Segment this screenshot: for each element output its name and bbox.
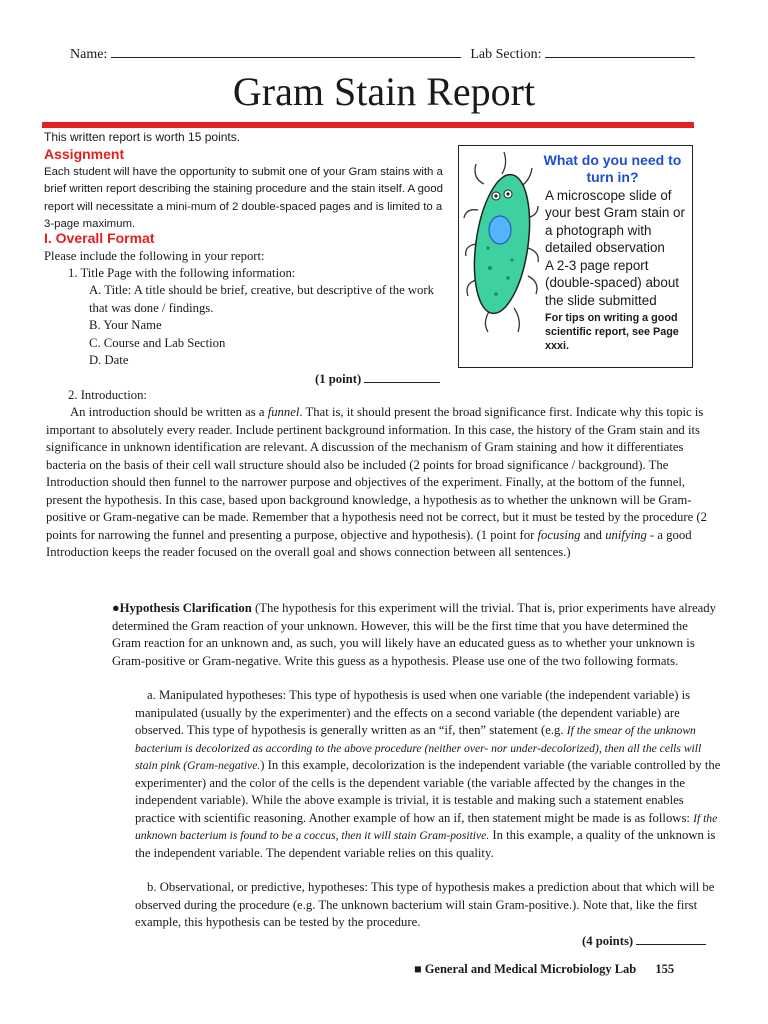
footer-course: General and Medical Microbiology Lab xyxy=(424,962,637,976)
focusing-term: focusing xyxy=(537,527,581,542)
lab-section-blank[interactable] xyxy=(545,45,695,58)
introduction-item: 2. Introduction: xyxy=(68,388,147,402)
turn-in-tip: For tips on writing a good scientific report, see Page xxxi. xyxy=(545,312,679,352)
points-four-row xyxy=(582,932,706,949)
manipulated-hypotheses: a. Manipulated hypotheses: This type of hypothesis is used when one variable (the independent variable) is manipulated (usually by the experimenter) and the effects on a second variable (the dependent variable) are observed. This type of hypothesis is generally written as an “if, then” statement (e.g. If the smear of the unknown bacterium is decolorized as according to the above procedure (neither over- nor under-decolorized), then all the cells will stain pink (Gram-negative.) In this example, decolorization is the independent variable (the variable controlled by the experimenter) and the color of the cells is the dependent variable (the variable affected by the changes in the independent variable). While the above example is trivial, it is testable and making such a statement enables practice with scientific reasoning. Another example of how an if, then statement might be made is as follows: If the unknown bacterium is found to be a coccus, then it will stain Gram-positive. In this example, a quality of the unknown is the independent variable. The dependent variable relies on this quality. xyxy=(135,688,721,860)
name-row xyxy=(70,45,710,63)
points-four-blank[interactable] xyxy=(636,932,706,945)
points-one-blank[interactable] xyxy=(364,370,440,383)
hypothesis-bullet: ● xyxy=(112,601,120,615)
turn-in-item-report: A 2-3 page report (double-spaced) about the slide submitted xyxy=(545,258,679,308)
funnel-term: funnel xyxy=(267,405,300,419)
title-page-sub-a: A. Title: A title should be brief, creative, but descriptive of the work that was done / findings. xyxy=(89,283,434,315)
footer xyxy=(414,962,674,977)
overall-format-heading: I. Overall Format xyxy=(44,230,155,246)
title-page-item: 1. Title Page with the following information: xyxy=(68,266,296,280)
title-page-sub-c: C. Course and Lab Section xyxy=(89,336,226,350)
overall-format-lead: Please include the following in your report: xyxy=(44,249,265,263)
page-number: 155 xyxy=(655,962,675,976)
bacterium-illustration xyxy=(462,148,544,344)
title-page-sub-d: D. Date xyxy=(89,353,129,367)
turn-in-item-slide: A microscope slide of your best Gram stain or a photograph with detailed observation xyxy=(545,188,685,256)
assignment-text: Each student will have the opportunity to submit one of your Gram stains with a brief written report describing the staining procedure and the stain itself. A good report will necessitate a mini-mum of 2 double-spaced pages and is limited to a 3-page maximum. xyxy=(44,166,443,231)
points-four-label: (4 points) xyxy=(582,934,634,948)
points-one-label: (1 point) xyxy=(315,372,362,386)
assignment-heading: Assignment xyxy=(44,146,125,162)
title-red-rule xyxy=(42,122,694,128)
observational-hypotheses: b. Observational, or predictive, hypotheses: This type of hypothesis makes a prediction about that which will be observed during the procedure (e.g. The unknown bacterium will stain Gram-positive.). Note that, like the first example, this hypothesis can be tested by the procedure. xyxy=(135,880,715,929)
name-label: Name: xyxy=(70,47,108,62)
footer-bullet: ■ xyxy=(414,962,422,976)
turn-in-heading: What do you need to turn in? xyxy=(543,152,682,185)
page-title: Gram Stain Report xyxy=(232,69,536,114)
hypothesis-heading: Hypothesis Clarification xyxy=(119,601,252,615)
title-page-sub-b: B. Your Name xyxy=(89,318,162,332)
nucleoid xyxy=(489,216,511,244)
name-blank[interactable] xyxy=(111,45,461,58)
unifying-term: unifying xyxy=(605,527,647,542)
worth-note: This written report is worth 15 points. xyxy=(44,130,241,144)
hypothesis-clarification: ●Hypothesis Clarification (The hypothesis for this experiment will the trivial. That is, prior experiments have already determined the Gram reaction of your unknown. However, this will be the first time that you have determined the Gram reaction for an unknown and, as such, you will likely have an educated guess as to whether your unknown is Gram-positive or Gram-negative. Write this guess as a hypothesis. Please use one of the two following formats. xyxy=(112,601,716,668)
points-one-row xyxy=(315,370,440,387)
lab-section-label: Lab Section: xyxy=(470,47,542,62)
introduction-paragraph: An introduction should be written as a funnel. That is, it should present the broad significance first. Indicate why this topic is important to absolutely every reader. Include pertinent background information. In this case, the history of the Gram stain and its significance in unknown identification are relevant. A discussion of the mechanism of Gram staining and how it differentiates bacteria on the basis of their cell wall structure should also be included (2 points for broad significance / background). The Introduction should then funnel to the narrower purpose and objectives of the experiment. Finally, at the bottom of the funnel, present the hypothesis. In this case, based upon background knowledge, a hypothesis as to whether the unknown will be Gram-positive or Gram-negative can be made. Remember that a hypothesis need not be correct, but it must be tested by the procedure (2 points for narrowing the funnel and presenting a purpose, objective and hypothesis). (1 point for focusing and unifying - a good Introduction keeps the reader focused on the overall goal and shows connection between all sentences.) xyxy=(46,405,707,559)
